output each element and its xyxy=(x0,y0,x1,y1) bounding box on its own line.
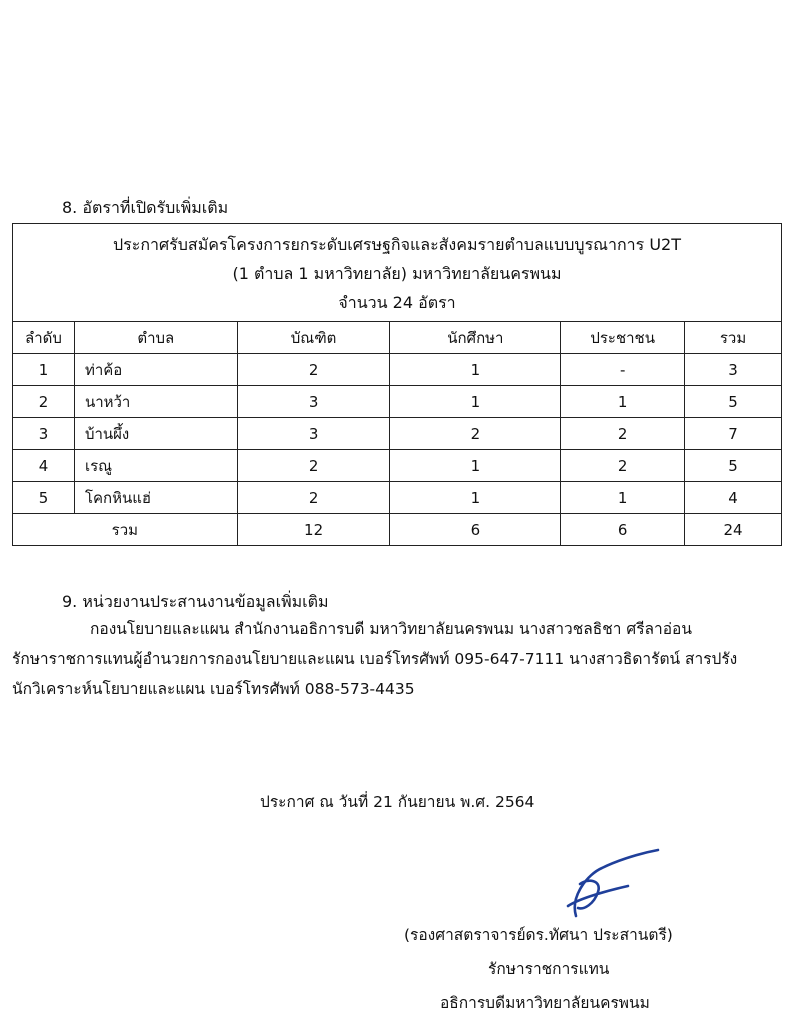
section-8-heading: 8. อัตราที่เปิดรับเพิ่มเติม xyxy=(62,198,229,217)
table-title-row xyxy=(13,224,782,322)
cell-student: 2 xyxy=(390,418,561,450)
col-header-total: รวม xyxy=(685,322,782,354)
table-row xyxy=(13,482,782,514)
cell-total-graduate: 12 xyxy=(237,514,390,546)
table-row xyxy=(13,386,782,418)
signatory-role-line2: อธิการบดีมหาวิทยาลัยนครพนม xyxy=(440,994,650,1012)
signature-image xyxy=(518,846,668,926)
cell-student: 1 xyxy=(390,482,561,514)
signatory-role-line1: รักษาราชการแทน xyxy=(488,960,610,978)
signatory-name: (รองศาสตราจารย์ดร.ทัศนา ประสานตรี) xyxy=(404,926,673,944)
cell-total: 4 xyxy=(685,482,782,514)
cell-student: 1 xyxy=(390,354,561,386)
cell-student: 1 xyxy=(390,450,561,482)
cell-student: 1 xyxy=(390,386,561,418)
table-title xyxy=(13,224,782,322)
cell-graduate: 2 xyxy=(237,354,390,386)
cell-total-public: 6 xyxy=(561,514,685,546)
cell-total: 7 xyxy=(685,418,782,450)
table-title-line: ประกาศรับสมัครโครงการยกระดับเศรษฐกิจและสังคมรายตำบลแบบบูรณาการ U2T xyxy=(113,235,681,254)
cell-order: 3 xyxy=(13,418,75,450)
cell-public: 2 xyxy=(561,418,685,450)
col-header-student: นักศึกษา xyxy=(390,322,561,354)
contact-line: นักวิเคราะห์นโยบายและแผน เบอร์โทรศัพท์ 088-573-4435 xyxy=(12,680,415,698)
table-row xyxy=(13,418,782,450)
col-header-order: ลำดับ xyxy=(13,322,75,354)
contact-paragraph xyxy=(12,614,792,704)
cell-order: 4 xyxy=(13,450,75,482)
table-title-line: จำนวน 24 อัตรา xyxy=(338,293,456,312)
cell-order: 5 xyxy=(13,482,75,514)
table-total-row xyxy=(13,514,782,546)
cell-subdistrict: โคกหินแฮ่ xyxy=(74,482,237,514)
cell-subdistrict: ท่าค้อ xyxy=(74,354,237,386)
cell-graduate: 2 xyxy=(237,450,390,482)
signature-stroke xyxy=(568,850,658,916)
col-header-public: ประชาชน xyxy=(561,322,685,354)
cell-total: 3 xyxy=(685,354,782,386)
table-header-row xyxy=(13,322,782,354)
cell-graduate: 3 xyxy=(237,418,390,450)
section-9-heading: 9. หน่วยงานประสานงานข้อมูลเพิ่มเติม xyxy=(62,592,329,611)
announcement-date: ประกาศ ณ วันที่ 21 กันยายน พ.ศ. 2564 xyxy=(260,793,535,811)
cell-subdistrict: นาหว้า xyxy=(74,386,237,418)
table-title-line: (1 ตำบล 1 มหาวิทยาลัย) มหาวิทยาลัยนครพนม xyxy=(232,264,562,283)
contact-line: รักษาราชการแทนผู้อำนวยการกองนโยบายและแผน เบอร์โทรศัพท์ 095-647-7111 นางสาวธิดารัตน์ สารปรัง xyxy=(12,650,738,668)
cell-public: 1 xyxy=(561,386,685,418)
cell-public: 2 xyxy=(561,450,685,482)
contact-line: กองนโยบายและแผน สำนักงานอธิการบดี มหาวิทยาลัยนครพนม นางสาวชลธิชา ศรีลาอ่อน xyxy=(90,620,692,638)
table-row xyxy=(13,450,782,482)
positions-table xyxy=(12,223,782,546)
cell-order: 1 xyxy=(13,354,75,386)
cell-subdistrict: บ้านผึ้ง xyxy=(74,418,237,450)
cell-graduate: 2 xyxy=(237,482,390,514)
cell-total-all: 24 xyxy=(685,514,782,546)
cell-total-label: รวม xyxy=(13,514,238,546)
cell-subdistrict: เรณู xyxy=(74,450,237,482)
cell-total-student: 6 xyxy=(390,514,561,546)
cell-graduate: 3 xyxy=(237,386,390,418)
cell-total: 5 xyxy=(685,386,782,418)
table-row xyxy=(13,354,782,386)
cell-public: - xyxy=(561,354,685,386)
cell-order: 2 xyxy=(13,386,75,418)
col-header-graduate: บัณฑิต xyxy=(237,322,390,354)
cell-total: 5 xyxy=(685,450,782,482)
cell-public: 1 xyxy=(561,482,685,514)
col-header-subdistrict: ตำบล xyxy=(74,322,237,354)
